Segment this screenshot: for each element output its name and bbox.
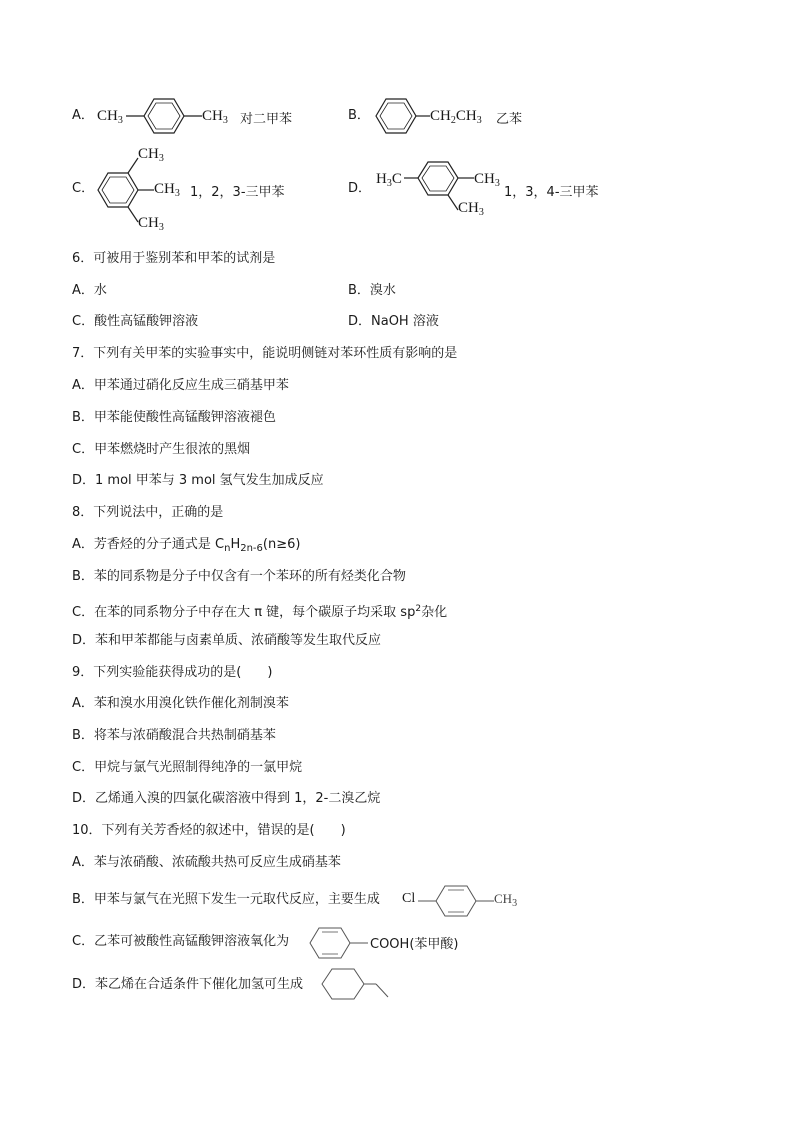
q10-option-d[interactable] (72, 976, 303, 994)
option-text: (n≥6) (262, 537, 301, 552)
q9-stem: 9．下列实验能获得成功的是( ) (72, 665, 273, 680)
option-label: C． (72, 181, 95, 196)
q6-option-a[interactable]: A．水 (72, 283, 107, 298)
q5c-top-methyl: $CH_3$ (138, 146, 164, 164)
subscript: n (224, 543, 231, 554)
q5a-right-methyl: $CH_3$ (202, 108, 228, 126)
q10-option-b[interactable] (72, 891, 380, 909)
q6-option-b[interactable]: B．溴水 (348, 283, 396, 298)
q7-stem: 7．下列有关甲苯的实验事实中，能说明侧链对苯环性质有影响的是 (72, 346, 458, 361)
q5-option-b[interactable] (348, 107, 370, 125)
q5c-name: 1，2，3-三甲苯 (190, 185, 285, 200)
ethylcyclohexane-icon (318, 966, 392, 1006)
q5a-left-methyl: $CH_3$ (97, 108, 123, 126)
q6-option-c[interactable]: C．酸性高锰酸钾溶液 (72, 314, 199, 329)
q5d-right-methyl: $CH_3$ (474, 171, 500, 189)
q5a-name: 对二甲苯 (240, 112, 293, 127)
q5b-ethyl: $CH_2CH_3$ (430, 108, 482, 126)
q7-option-d[interactable]: D．1 mol 甲苯与 3 mol 氢气发生加成反应 (72, 473, 324, 488)
q9-option-d[interactable]: D．乙烯通入溴的四氯化碳溶液中得到 1，2-二溴乙烷 (72, 791, 381, 806)
q8-option-b[interactable]: B．苯的同系物是分子中仅含有一个苯环的所有烃类化合物 (72, 569, 406, 584)
option-text: C．在苯的同系物分子中存在大 π 键，每个碳原子均采取 sp (72, 605, 416, 620)
q5d-bottom-methyl: $CH_3$ (458, 200, 484, 218)
q10b-methyl: $CH_3$ (494, 891, 518, 909)
q10c-product: COOH(苯甲酸) (370, 937, 459, 952)
option-text: B．甲苯与氯气在光照下发生一元取代反应，主要生成 (72, 892, 380, 907)
q5b-name: 乙苯 (496, 112, 523, 127)
q5d-name: 1，3，4-三甲苯 (504, 185, 599, 200)
option-label: A． (72, 108, 94, 123)
superscript: 2 (415, 604, 422, 614)
q8-option-c[interactable] (72, 600, 447, 622)
q9-option-a[interactable]: A．苯和溴水用溴化铁作催化剂制溴苯 (72, 696, 289, 711)
q9-option-b[interactable]: B．将苯与浓硝酸混合共热制硝基苯 (72, 728, 276, 743)
q5c-right-methyl: $CH_3$ (154, 181, 180, 199)
benzene-ring-icon (418, 883, 494, 919)
q10-stem: 10．下列有关芳香烃的叙述中，错误的是( ) (72, 823, 346, 838)
benzene-ring-icon (372, 95, 430, 137)
q5c-bottom-methyl: $CH_3$ (138, 215, 164, 233)
option-text: A．芳香烃的分子通式是 C (72, 537, 225, 552)
option-label: D． (348, 181, 372, 196)
q5d-left-methyl: $H_3C$ (376, 171, 402, 189)
q8-option-a[interactable] (72, 536, 300, 558)
benzene-ring-icon (126, 95, 202, 137)
subscript: 2n-6 (240, 543, 263, 554)
q8-option-d[interactable]: D．苯和甲苯都能与卤素单质、浓硝酸等发生取代反应 (72, 633, 382, 648)
q5-option-a[interactable] (72, 107, 94, 125)
q10-option-c[interactable] (72, 933, 289, 951)
benzene-ring-icon (306, 925, 368, 961)
q7-option-b[interactable]: B．甲苯能使酸性高锰酸钾溶液褪色 (72, 410, 276, 425)
q6-option-d[interactable]: D．NaOH 溶液 (348, 314, 439, 329)
q10-option-a[interactable]: A．苯与浓硝酸、浓硫酸共热可反应生成硝基苯 (72, 855, 341, 870)
option-text: H (230, 537, 241, 552)
option-text: C．乙苯可被酸性高锰酸钾溶液氧化为 (72, 934, 290, 949)
option-text: D．苯乙烯在合适条件下催化加氢可生成 (72, 977, 304, 992)
q9-option-c[interactable]: C．甲烷与氯气光照制得纯净的一氯甲烷 (72, 760, 303, 775)
q6-stem: 6．可被用于鉴别苯和甲苯的试剂是 (72, 251, 276, 266)
q8-stem: 8．下列说法中，正确的是 (72, 505, 224, 520)
q5-option-d[interactable] (348, 180, 371, 198)
option-text: 杂化 (421, 605, 448, 620)
option-label: B． (348, 108, 370, 123)
q7-option-a[interactable]: A．甲苯通过硝化反应生成三硝基甲苯 (72, 378, 289, 393)
q5-option-c[interactable] (72, 180, 94, 198)
q10b-chloro: Cl (402, 891, 416, 906)
q7-option-c[interactable]: C．甲苯燃烧时产生很浓的黑烟 (72, 442, 251, 457)
